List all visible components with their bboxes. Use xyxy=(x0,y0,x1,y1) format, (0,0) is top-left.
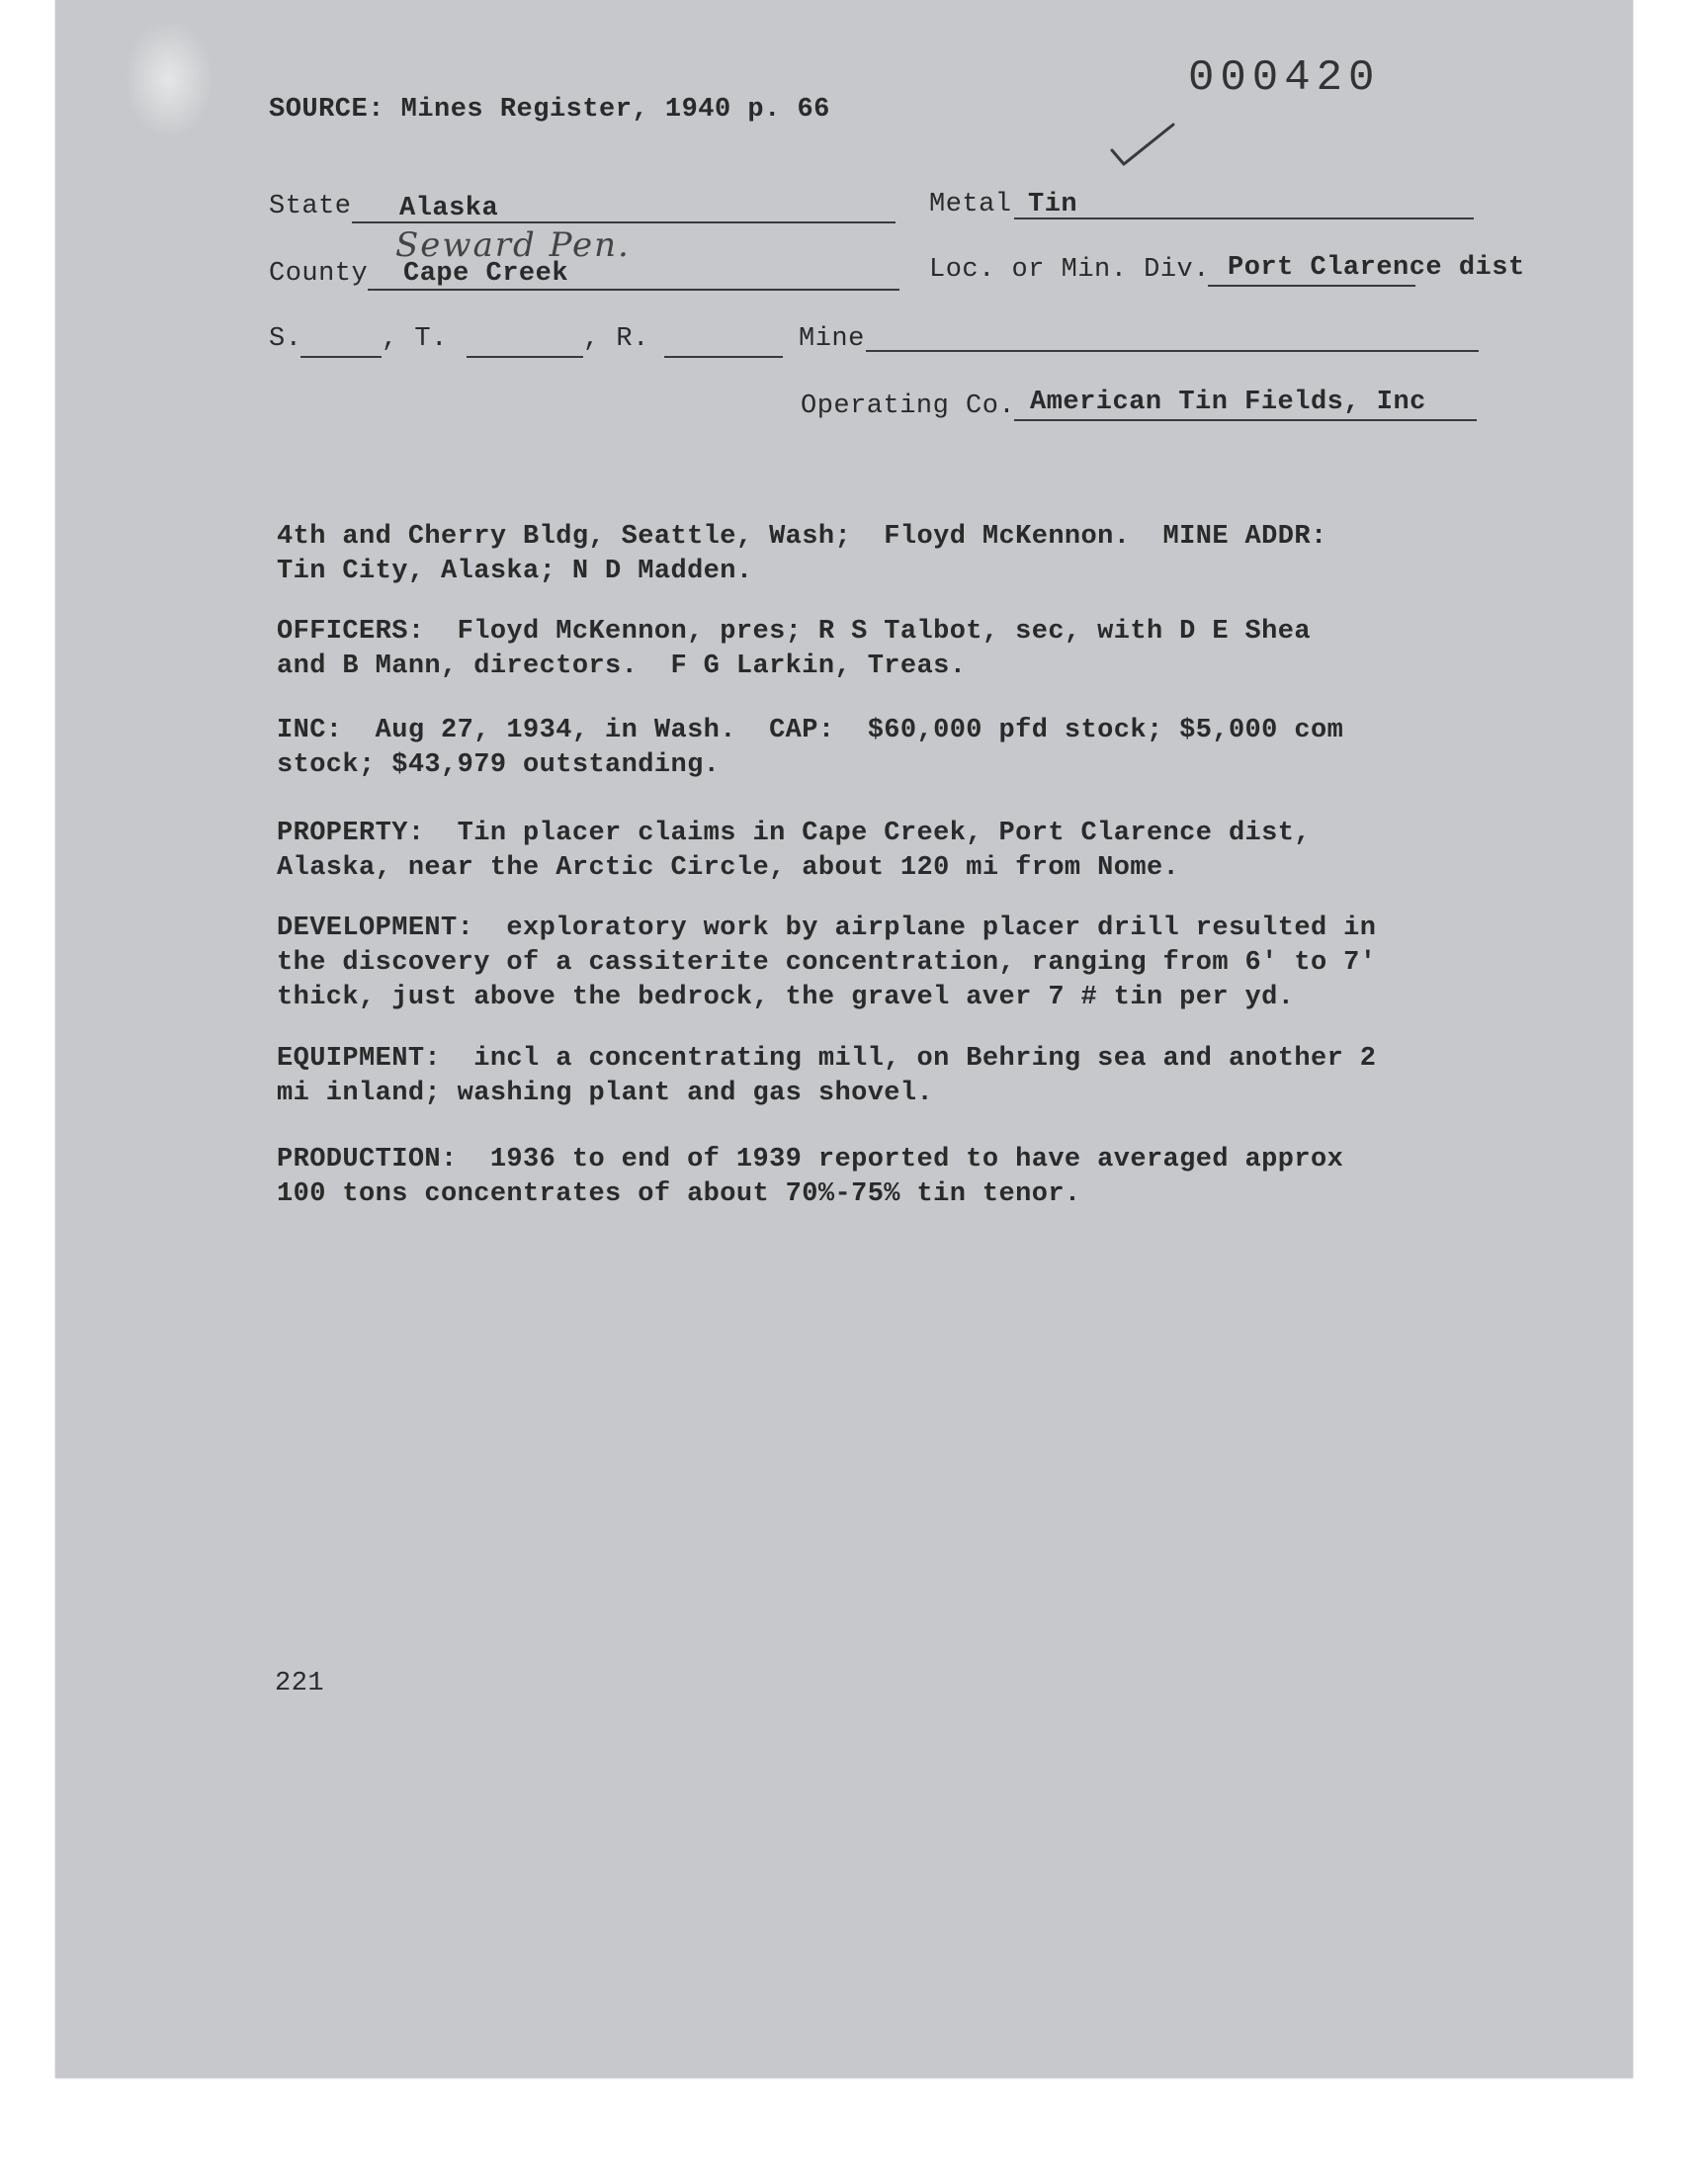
county-underline xyxy=(368,289,899,291)
loc-underline xyxy=(1208,285,1415,287)
section-underline xyxy=(300,356,382,358)
loc-value: Port Clarence dist xyxy=(1228,253,1525,283)
check-mark-icon xyxy=(1108,121,1177,170)
document-number: 000420 xyxy=(1188,53,1381,103)
address-paragraph: 4th and Cherry Bldg, Seattle, Wash; Floyd McKennon. MINE ADDR: Tin City, Alaska; N D Madden. xyxy=(277,522,1327,586)
equipment-paragraph: EQUIPMENT: incl a concentrating mill, on Behring sea and another 2 mi inland; washing plant and gas shovel. xyxy=(277,1044,1377,1108)
operating-co-label: Operating Co. xyxy=(801,392,1016,421)
operating-co-value: American Tin Fields, Inc xyxy=(1030,388,1426,417)
township-label: , T. xyxy=(382,324,448,354)
source-line: SOURCE: Mines Register, 1940 p. 66 xyxy=(269,95,830,125)
operating-co-underline xyxy=(1014,419,1477,421)
document-page xyxy=(55,0,1633,2078)
production-paragraph: PRODUCTION: 1936 to end of 1939 reported to have averaged approx 100 tons concentrates of about 70%-75% tin tenor. xyxy=(277,1145,1344,1209)
range-underline xyxy=(664,356,783,358)
state-label: State xyxy=(269,192,352,221)
corner-smudge xyxy=(125,20,214,138)
section-label: S. xyxy=(269,324,302,354)
development-paragraph: DEVELOPMENT: exploratory work by airplane placer drill resulted in the discovery of a cassiterite concentration, ranging from 6' to 7' thick, just above the bedrock, the gravel aver 7 # tin per yd. xyxy=(277,914,1377,1012)
loc-label: Loc. or Min. Div. xyxy=(929,255,1210,285)
property-paragraph: PROPERTY: Tin placer claims in Cape Creek, Port Clarence dist, Alaska, near the Arctic Circle, about 120 mi from Nome. xyxy=(277,819,1311,883)
county-value: Cape Creek xyxy=(403,259,569,289)
mine-underline xyxy=(866,350,1479,352)
state-value: Alaska xyxy=(399,194,499,223)
page-number: 221 xyxy=(275,1669,325,1698)
officers-paragraph: OFFICERS: Floyd McKennon, pres; R S Talbot, sec, with D E Shea and B Mann, directors. F G Larkin, Treas. xyxy=(277,617,1311,681)
township-underline xyxy=(467,356,583,358)
metal-underline xyxy=(1014,218,1474,219)
county-handwritten-note: Seward Pen. xyxy=(395,225,631,265)
range-label: , R. xyxy=(583,324,649,354)
metal-value: Tin xyxy=(1028,190,1078,219)
metal-label: Metal xyxy=(929,190,1012,219)
inc-paragraph: INC: Aug 27, 1934, in Wash. CAP: $60,000 pfd stock; $5,000 com stock; $43,979 outstanding. xyxy=(277,716,1344,780)
county-label: County xyxy=(269,259,369,289)
mine-label: Mine xyxy=(799,324,865,354)
